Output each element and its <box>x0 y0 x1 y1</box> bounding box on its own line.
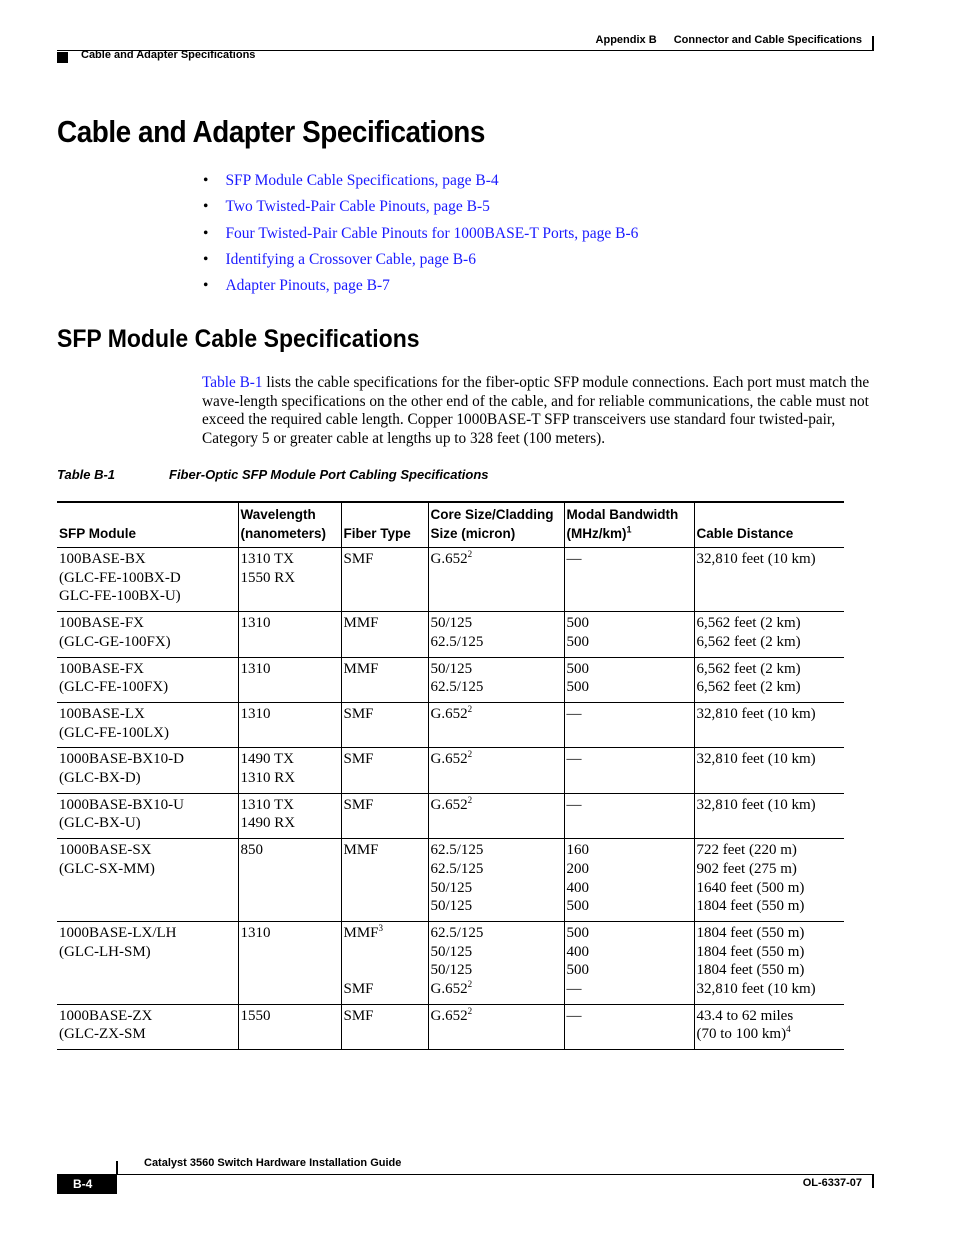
footnote-marker: 3 <box>378 922 384 933</box>
cell-line: 62.5/125 <box>430 679 484 696</box>
cell-line: 1804 feet (550 m) <box>696 924 805 941</box>
cell-modal-bandwidth <box>564 548 694 612</box>
link-two-pair[interactable]: Two Twisted-Pair Cable Pinouts, page B-5 <box>225 198 490 216</box>
table-row <box>57 839 844 922</box>
cell-fiber-type <box>341 839 428 922</box>
cell-line: G.652$^2$ <box>430 1005 473 1024</box>
cell-line: 6,562 feet (2 km) <box>696 660 801 677</box>
cell-line: 32,810 feet (10 km) <box>696 751 816 768</box>
cell-line: 100BASE-FX <box>59 660 145 677</box>
cell-sfp-module <box>57 612 238 657</box>
footnote-marker: 2 <box>467 979 473 990</box>
link-four-pair[interactable]: Four Twisted-Pair Cable Pinouts for 1000BASE-T Ports, page B-6 <box>225 224 639 242</box>
cell-line: 400 <box>566 943 589 960</box>
col-header-fiber-type: Fiber Type <box>341 502 428 548</box>
cell-modal-bandwidth <box>564 748 694 793</box>
cell-modal-bandwidth <box>564 1004 694 1049</box>
col-header-sfp-module: SFP Module <box>57 502 238 548</box>
cell-line: 62.5/125 <box>430 924 484 941</box>
cell-modal-bandwidth <box>564 793 694 838</box>
cell-line: 1000BASE-SX <box>59 842 152 859</box>
cell-core-size <box>428 702 564 747</box>
cell-line: (GLC-ZX-SM <box>59 1026 146 1043</box>
cell-line: SMF <box>343 981 374 998</box>
cell-line: MMF$^3$ <box>343 922 384 941</box>
cell-modal-bandwidth <box>564 612 694 657</box>
cell-line: (GLC-FE-100FX) <box>59 679 169 696</box>
cell-line: — <box>566 705 582 722</box>
cell-line: 1490 TX <box>240 751 294 768</box>
footer-guide-title: Catalyst 3560 Switch Hardware Installation Guide <box>144 1157 402 1169</box>
cell-modal-bandwidth <box>564 839 694 922</box>
cell-line: 32,810 feet (10 km) <box>696 551 816 567</box>
cell-line: (GLC-BX-D) <box>59 770 141 787</box>
cell-line: 500 <box>566 962 589 979</box>
cell-line <box>344 943 425 962</box>
cell-line: 850 <box>240 842 263 859</box>
cell-line: — <box>566 796 582 813</box>
table-row <box>57 1004 844 1049</box>
cell-cable-distance <box>694 612 844 657</box>
cell-fiber-type <box>341 921 428 1004</box>
cell-line: 32,810 feet (10 km) <box>696 705 816 722</box>
cell-line: 500 <box>566 679 589 696</box>
cell-wavelength <box>238 612 341 657</box>
cell-line: 1000BASE-BX10-U <box>59 796 185 813</box>
footnote-marker: 2 <box>467 703 473 714</box>
cell-line: — <box>566 551 582 567</box>
cell-line: 500 <box>566 615 589 632</box>
intro-paragraph <box>202 374 874 449</box>
cell-line: G.652$^2$ <box>430 979 473 998</box>
cell-line: 50/125 <box>430 962 473 979</box>
table-row <box>57 657 844 702</box>
cell-core-size <box>428 839 564 922</box>
cell-line: 500 <box>566 633 589 650</box>
link-item <box>203 273 638 299</box>
cell-line: (70 to 100 km)$^4$ <box>696 1024 791 1043</box>
cell-line: SMF <box>343 1007 374 1024</box>
cell-line: 50/125 <box>430 879 473 896</box>
cell-line: 1310 TX <box>240 796 294 813</box>
cell-line: 50/125 <box>430 660 473 677</box>
cell-wavelength <box>238 1004 341 1049</box>
cell-line: 1804 feet (550 m) <box>696 898 805 915</box>
cell-line: 50/125 <box>430 943 473 960</box>
spec-table <box>57 501 844 1050</box>
table-reference-link[interactable]: Table B-1 <box>202 374 263 391</box>
footnote-marker: 2 <box>467 794 473 805</box>
cell-core-size <box>428 548 564 612</box>
table-row <box>57 921 844 1004</box>
cell-line: 1310 RX <box>240 770 296 787</box>
cell-line: 62.5/125 <box>430 633 484 650</box>
cell-sfp-module <box>57 793 238 838</box>
link-item <box>203 221 638 247</box>
col-header-cable-distance: Cable Distance <box>694 502 844 548</box>
cell-line: (GLC-LH-SM) <box>59 943 151 960</box>
cell-fiber-type <box>341 793 428 838</box>
cell-wavelength <box>238 548 341 612</box>
cell-line: 50/125 <box>430 898 473 915</box>
cell-line: MMF <box>343 660 379 677</box>
cell-wavelength <box>238 702 341 747</box>
cell-core-size <box>428 612 564 657</box>
cell-fiber-type <box>341 612 428 657</box>
cell-line: 62.5/125 <box>430 860 484 877</box>
cell-line: 500 <box>566 924 589 941</box>
cell-line <box>344 961 425 980</box>
cell-core-size <box>428 748 564 793</box>
cell-line: 500 <box>566 660 589 677</box>
link-item <box>203 194 638 220</box>
cell-core-size <box>428 921 564 1004</box>
cell-line: 1310 <box>240 660 271 677</box>
cell-line: 160 <box>566 842 589 859</box>
page-number: B-4 <box>57 1175 117 1194</box>
col-header-modal-bandwidth-text: Modal Bandwidth (MHz/km) <box>566 507 679 541</box>
table-body <box>57 548 844 1050</box>
cell-line: (GLC-FE-100LX) <box>59 724 169 741</box>
cell-sfp-module <box>57 748 238 793</box>
cell-line: 6,562 feet (2 km) <box>696 633 801 650</box>
cell-cable-distance <box>694 839 844 922</box>
cell-line: (GLC-BX-U) <box>59 815 141 832</box>
header-bar <box>872 36 874 51</box>
cell-line: 1310 <box>240 924 271 941</box>
cell-sfp-module <box>57 548 238 612</box>
cell-cable-distance <box>694 1004 844 1049</box>
cell-core-size <box>428 793 564 838</box>
col-header-core-size: Core Size/Cladding Size (micron) <box>428 502 564 548</box>
cell-wavelength <box>238 839 341 922</box>
cell-line: 100BASE-FX <box>59 615 145 632</box>
cell-line: 62.5/125 <box>430 842 484 859</box>
cell-line: 6,562 feet (2 km) <box>696 679 801 696</box>
cell-cable-distance <box>694 657 844 702</box>
cell-core-size <box>428 1004 564 1049</box>
link-crossover[interactable]: Identifying a Crossover Cable, page B-6 <box>225 250 476 268</box>
header-appendix-info <box>582 34 862 46</box>
cell-line: G.652$^2$ <box>430 703 473 722</box>
table-row <box>57 702 844 747</box>
cell-line: SMF <box>343 551 374 567</box>
cell-wavelength <box>238 793 341 838</box>
cell-line: — <box>566 981 582 998</box>
link-item <box>203 247 638 273</box>
cell-line: SMF <box>343 751 374 768</box>
cell-sfp-module <box>57 839 238 922</box>
table-row <box>57 793 844 838</box>
section-title: SFP Module Cable Specifications <box>57 325 420 353</box>
cell-line: 1490 RX <box>240 815 296 832</box>
table-row <box>57 612 844 657</box>
cell-line: 1804 feet (550 m) <box>696 943 805 960</box>
link-adapter[interactable]: Adapter Pinouts, page B-7 <box>225 277 390 295</box>
cell-line: — <box>566 751 582 768</box>
caption-label: Table B-1 <box>57 467 116 482</box>
header-section: Cable and Adapter Specifications <box>81 49 256 61</box>
header-chapter: Connector and Cable Specifications <box>673 34 862 46</box>
cell-line: — <box>566 1007 582 1024</box>
footer-bar <box>116 1161 118 1174</box>
cell-cable-distance <box>694 702 844 747</box>
footnote-marker: 2 <box>467 549 473 559</box>
footnote-marker: 4 <box>786 1024 791 1035</box>
caption-title: Fiber-Optic SFP Module Port Cabling Specifications <box>169 467 489 482</box>
cell-line: 722 feet (220 m) <box>696 842 797 859</box>
page-title: Cable and Adapter Specifications <box>57 114 485 149</box>
cell-line: 200 <box>566 860 589 877</box>
cell-wavelength <box>238 921 341 1004</box>
cell-line: 1804 feet (550 m) <box>696 962 805 979</box>
cell-line: (GLC-FE-100BX-D <box>59 569 181 586</box>
cell-cable-distance <box>694 921 844 1004</box>
intro-text: lists the cable specifications for the fiber-optic SFP module connections. Each port must match the wave-length specifications on the other end of the cable, and for reliable communications, the cable must not exceed the required cable length. Copper 1000BASE-T SFP transceivers use standard four twisted-pair, Category 5 or greater cable at lengths up to 328 feet (100 meters). <box>202 374 870 448</box>
cell-cable-distance <box>694 793 844 838</box>
cell-line: 32,810 feet (10 km) <box>696 981 816 998</box>
table-row <box>57 548 844 612</box>
cell-line: 500 <box>566 898 589 915</box>
cell-core-size <box>428 657 564 702</box>
cell-line: (GLC-GE-100FX) <box>59 633 171 650</box>
cell-fiber-type <box>341 702 428 747</box>
cell-line: 1000BASE-BX10-D <box>59 751 185 768</box>
cell-line: 1310 <box>240 705 271 722</box>
link-list <box>203 168 638 299</box>
col-header-modal-bandwidth <box>564 502 694 548</box>
cell-line: MMF <box>343 842 379 859</box>
table-header-row <box>57 502 844 548</box>
cell-modal-bandwidth <box>564 921 694 1004</box>
cell-sfp-module <box>57 921 238 1004</box>
cell-wavelength <box>238 748 341 793</box>
cell-line: G.652$^2$ <box>430 749 473 768</box>
cell-fiber-type <box>341 1004 428 1049</box>
cell-modal-bandwidth <box>564 702 694 747</box>
document-id: OL-6337-07 <box>802 1177 862 1189</box>
cell-wavelength <box>238 657 341 702</box>
cell-fiber-type <box>341 748 428 793</box>
cell-line: 1310 <box>240 615 271 632</box>
table-caption <box>57 467 489 482</box>
cell-line: 50/125 <box>430 615 473 632</box>
cell-line: 902 feet (275 m) <box>696 860 797 877</box>
link-sfp-module[interactable]: SFP Module Cable Specifications, page B-4 <box>225 172 499 189</box>
cell-line: 1550 RX <box>240 569 296 586</box>
cell-line: GLC-FE-100BX-U) <box>59 588 181 605</box>
cell-line: G.652$^2$ <box>430 549 473 567</box>
cell-line: 6,562 feet (2 km) <box>696 615 801 632</box>
cell-line: 100BASE-BX <box>59 551 146 567</box>
cell-line: SMF <box>343 705 374 722</box>
footnote-marker: 2 <box>467 1005 473 1016</box>
link-item <box>203 168 638 194</box>
cell-fiber-type <box>341 657 428 702</box>
cell-modal-bandwidth <box>564 657 694 702</box>
cell-fiber-type <box>341 548 428 612</box>
header-appendix: Appendix B <box>595 34 657 46</box>
cell-line: MMF <box>343 615 379 632</box>
cell-line: 100BASE-LX <box>59 705 145 722</box>
cell-line: 32,810 feet (10 km) <box>696 796 816 813</box>
cell-line: 1000BASE-ZX <box>59 1007 153 1024</box>
footnote-marker: 1 <box>626 524 632 535</box>
table-row <box>57 748 844 793</box>
cell-line: 43.4 to 62 miles <box>696 1007 794 1024</box>
col-header-wavelength: Wavelength (nanometers) <box>238 502 341 548</box>
cell-sfp-module <box>57 657 238 702</box>
header-marker <box>57 52 68 63</box>
cell-line: 1310 TX <box>240 551 294 567</box>
cell-line: 1550 <box>240 1007 271 1024</box>
cell-line: 400 <box>566 879 589 896</box>
cell-line: 1000BASE-LX/LH <box>59 924 177 941</box>
footnote-marker: 2 <box>467 749 473 760</box>
footer-rule <box>57 1174 874 1175</box>
cell-cable-distance <box>694 548 844 612</box>
footer-bar-right <box>872 1175 874 1188</box>
cell-cable-distance <box>694 748 844 793</box>
cell-line: (GLC-SX-MM) <box>59 860 155 877</box>
cell-line: G.652$^2$ <box>430 794 473 813</box>
cell-line: SMF <box>343 796 374 813</box>
cell-sfp-module <box>57 1004 238 1049</box>
cell-sfp-module <box>57 702 238 747</box>
cell-line: 1640 feet (500 m) <box>696 879 805 896</box>
